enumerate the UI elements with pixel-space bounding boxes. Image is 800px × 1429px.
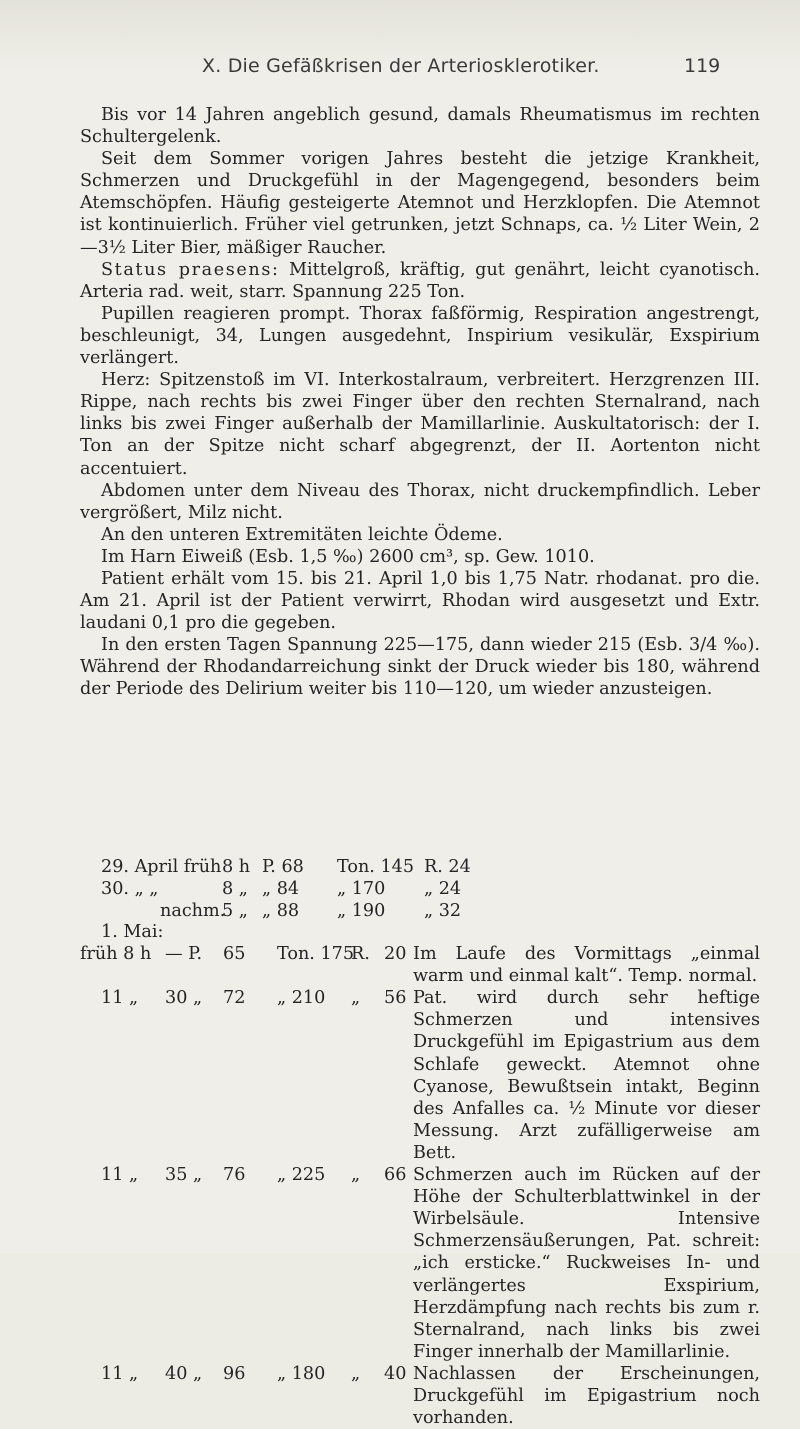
entry-minute: 35 „ [165, 1165, 203, 1186]
row-pulse: P. 68 [262, 857, 304, 877]
paragraph: In den ersten Tagen Spannung 225—175, dann wieder 215 (Esb. 3/4 ‰). Während der Rhodandarreichung sinkt der Druck wieder bis 180, während der Periode des Delirium weiter bis 110—120, um wieder anzusteigen. [80, 635, 760, 700]
row-date: 29. April früh [101, 857, 222, 877]
entry-tension: Ton. 175 [277, 944, 355, 965]
status-label: Status praesens: [101, 259, 280, 280]
paragraph: Abdomen unter dem Niveau des Thorax, nicht druckempfindlich. Leber vergrößert, Milz nicht. [80, 480, 760, 523]
row-pulse: „ 84 [262, 879, 300, 900]
entry-r: R. [351, 944, 370, 965]
entry-r: „ [351, 1165, 361, 1186]
row-resp: R. 24 [424, 857, 471, 877]
entry-tension: „ 180 [277, 1363, 326, 1384]
entry-minute: 40 „ [165, 1363, 203, 1384]
entry-note: Schmerzen auch im Rücken auf der Höhe der Schulterblattwinkel in der Wirbelsäule. Intensive Schmerzensäußerungen, Pat. schreit: „ich ersticke.“ Ruckweises In- und verlängertes Exspirium, Herzdämpfung nach rechts bis zum r. Sternalrand, nach links bis zwei Finger innerhalb der Mamillarlinie. [413, 1165, 760, 1362]
row-date: nachm. [160, 901, 226, 922]
entry-note: Pat. wird durch sehr heftige Schmerzen und intensives Druckgefühl im Epigastrium aus dem Schlafe geweckt. Atemnot ohne Cyanose, Bewußtsein intakt, Beginn des Anfalles ca. ½ Minute vor dieser Messung. Arzt zufälligerweise am Bett. [413, 988, 760, 1163]
entry-resp: 20 [384, 944, 407, 965]
paragraph: An den unteren Extremitäten leichte Ödeme. [101, 524, 503, 545]
row-hour: 5 „ [222, 901, 248, 922]
entry-pulse: 76 [223, 1165, 246, 1186]
paragraph: Herz: Spitzenstoß im VI. Interkostalraum, verbreitert. Herzgrenzen III. Rippe, nach rechts bis zwei Finger über den rechten Sternalrand, nach links bis zwei Finger außerhalb der Mamillarlinie. Auskultatorisch: der I. Ton an der Spitze nicht scharf abgegrenzt, der II. Aortenton nicht accentuiert. [80, 370, 760, 479]
chapter-title: X. Die Gefäßkrisen der Arteriosklerotiker. [202, 55, 600, 77]
entry-pulse: 65 [223, 944, 246, 965]
row-pulse: „ 88 [262, 901, 300, 922]
paragraph: Pupillen reagieren prompt. Thorax faßförmig, Respiration angestrengt, beschleunigt, 34, Lungen ausgedehnt, Inspirium vesikulär, Exspirium verlängert. [80, 303, 760, 369]
status-text: Mittelgroß, kräftig, gut genährt, leicht cyanotisch. Arteria rad. weit, starr. Spannung 225 Ton. [80, 259, 760, 302]
main-text [80, 104, 760, 701]
may-heading: 1. Mai: [101, 922, 164, 942]
entry-r: „ [351, 1363, 361, 1384]
log-entry [80, 943, 760, 987]
row-date: 30. „ „ [101, 879, 159, 900]
entry-note: Nachlassen der Erscheinungen, Druckgefühl im Epigastrium noch vorhanden. [413, 1363, 760, 1429]
running-head [0, 55, 800, 83]
log-entry [80, 1164, 760, 1363]
log-entry [80, 1363, 760, 1429]
entry-resp: 56 [384, 988, 407, 1009]
may-log [80, 921, 760, 1429]
entry-tension: „ 210 [277, 988, 326, 1009]
entry-minute: 30 „ [165, 988, 203, 1009]
paragraph: Seit dem Sommer vorigen Jahres besteht die jetzige Krankheit, Schmerzen und Druckgefühl in der Magengegend, besonders beim Atemschöpfen. Häufig gesteigerte Atemnot und Herzklopfen. Die Atemnot ist kontinuierlich. Früher viel getrunken, jetzt Schnaps, ca. ½ Liter Wein, 2—3½ Liter Bier, mäßiger Raucher. [80, 149, 760, 258]
entry-r: „ [351, 988, 361, 1009]
row-hour: 8 h [222, 857, 251, 877]
entry-resp: 66 [384, 1165, 407, 1186]
row-tension: „ 170 [337, 879, 386, 900]
row-tension: „ 190 [337, 901, 386, 922]
entry-minute: — P. [165, 944, 203, 965]
entry-tension: „ 225 [277, 1165, 326, 1186]
row-resp: „ 32 [424, 901, 462, 922]
status-paragraph [80, 259, 760, 303]
entry-time: 11 „ [101, 1363, 139, 1384]
entry-time: 11 „ [101, 1165, 139, 1186]
entry-note: Im Laufe des Vormittags „einmal warm und einmal kalt“. Temp. normal. [413, 944, 760, 987]
paragraph: Patient erhält vom 15. bis 21. April 1,0 bis 1,75 Natr. rhodanat. pro die. Am 21. April ist der Patient verwirrt, Rhodan wird ausgesetzt und Extr. laudani 0,1 pro die gegeben. [80, 568, 760, 634]
entry-pulse: 72 [223, 988, 246, 1009]
entry-resp: 40 [384, 1363, 407, 1384]
row-hour: 8 „ [222, 879, 248, 900]
measurement-row [80, 878, 760, 900]
paragraph: Im Harn Eiweiß (Esb. 1,5 ‰) 2600 cm³, sp. Gew. 1010. [101, 546, 595, 567]
paragraph: Bis vor 14 Jahren angeblich gesund, damals Rheumatismus im rechten Schultergelenk. [80, 105, 760, 148]
entry-pulse: 96 [223, 1363, 246, 1384]
log-entry [80, 987, 760, 1164]
page-number: 119 [684, 55, 721, 77]
april-measurements [80, 856, 760, 922]
measurement-row [80, 900, 760, 922]
row-resp: „ 24 [424, 879, 462, 900]
entry-time: 11 „ [101, 988, 139, 1009]
measurement-row [80, 856, 760, 878]
entry-time: früh 8 h [80, 944, 152, 965]
row-tension: Ton. 145 [337, 857, 415, 877]
